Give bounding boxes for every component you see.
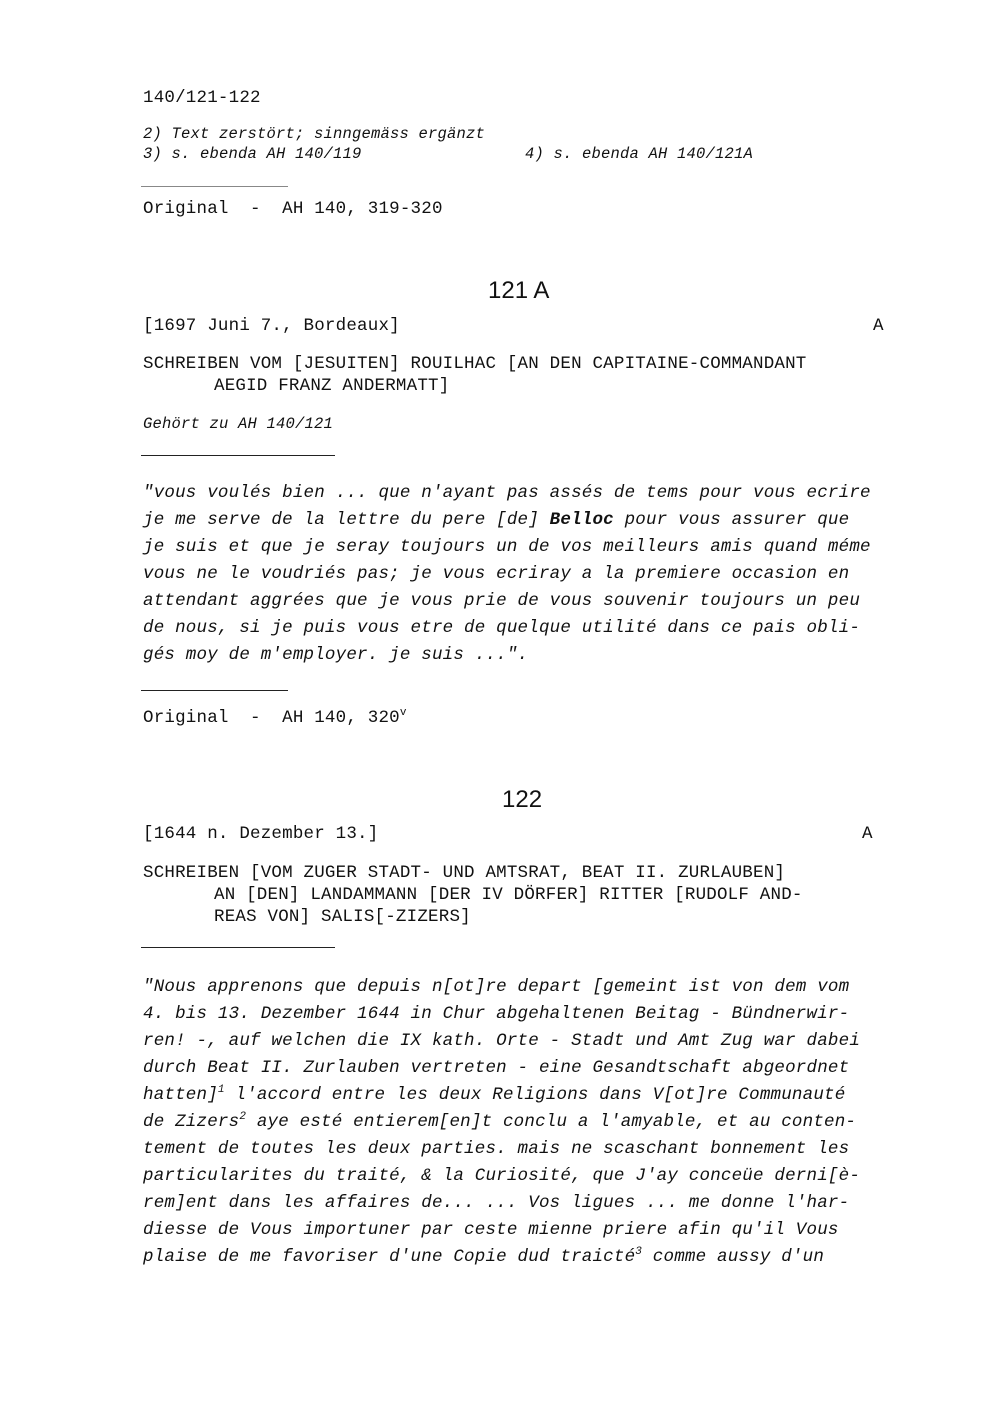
document-title-line: AEGID FRANZ ANDERMATT] [214, 376, 450, 396]
document-title-line: AN [DEN] LANDAMMANN [DER IV DÖRFER] RITTER [RUDOLF AND- [214, 885, 803, 905]
footnote-2: 2) Text zerstört; sinngemäss ergänzt [143, 125, 486, 143]
quote-block: "Nous apprenons que depuis n[ot]re depart [gemeint ist von dem vom 4. bis 13. Dezember 1644 in Chur abgehaltenen Beitag - Bündnerwir- ren! -, auf welchen die IX kath. Orte - Stadt und Amt Zug war dabei durch Beat II. Zurlauben vertreten - eine Gesandtschaft abgeordnet hatten]$^1$ l'accord entre les deux Religions dans V[ot]re Communauté de Zizers$^2$ aye esté entierem[en]t conclu a l'amyable, et au conten- tement de toutes les deux parties. mais ne scaschant bonnement les particularites du traité, & la Curiosité, que J'ay conceüe derni[è- rem]ent dans les affaires de... ... Vos ligues ... me donne l'har- diesse de Vous importuner par ceste mienne priere afin qu'il Vous plaise de me favoriser d'une Copie dud traicté$^3$ comme aussy d'un [143, 977, 861, 1267]
document-title-line: SCHREIBEN VOM [JESUITEN] ROUILHAC [AN DEN CAPITAINE-COMMANDANT [143, 354, 807, 374]
page-reference: 140/121-122 [143, 88, 261, 108]
document-type-letter: A [862, 824, 873, 844]
original-reference: Original - AH 140, 320$^v$ [143, 707, 407, 728]
document-note: Gehört zu AH 140/121 [143, 415, 334, 433]
footnote-3: 3) s. ebenda AH 140/119 [143, 145, 362, 163]
document-title-line: SCHREIBEN [VOM ZUGER STADT- UND AMTSRAT, BEAT II. ZURLAUBEN] [143, 863, 786, 883]
divider [141, 455, 335, 456]
divider [141, 690, 288, 691]
divider [141, 947, 335, 948]
quote-block: "vous voulés bien ... que n'ayant pas assés de tems pour vous ecrire je me serve de la lettre du pere [de] Belloc pour vous assurer que je suis et que je seray toujours un de vos meilleurs amis quand méme vous ne le voudriés pas; je vous ecriray a la premiere occasion en attendant aggrées que je vous prie de vous souvenir toujours un peu de nous, si je puis vous etre de quelque utilité dans ce pais obli- gés moy de m'employer. je suis ...". [143, 483, 871, 665]
footnote-4: 4) s. ebenda AH 140/121A [525, 145, 754, 163]
document-title-line: REAS VON] SALIS[-ZIZERS] [214, 907, 471, 927]
document-date: [1697 Juni 7., Bordeaux] [143, 316, 400, 336]
document-type-letter: A [873, 316, 884, 336]
document-number: 122 [502, 786, 543, 813]
divider [141, 186, 288, 187]
original-reference: Original - AH 140, 319-320 [143, 199, 443, 219]
document-date: [1644 n. Dezember 13.] [143, 824, 379, 844]
bold-name: Belloc [549, 510, 614, 530]
document-number: 121 A [488, 277, 550, 304]
